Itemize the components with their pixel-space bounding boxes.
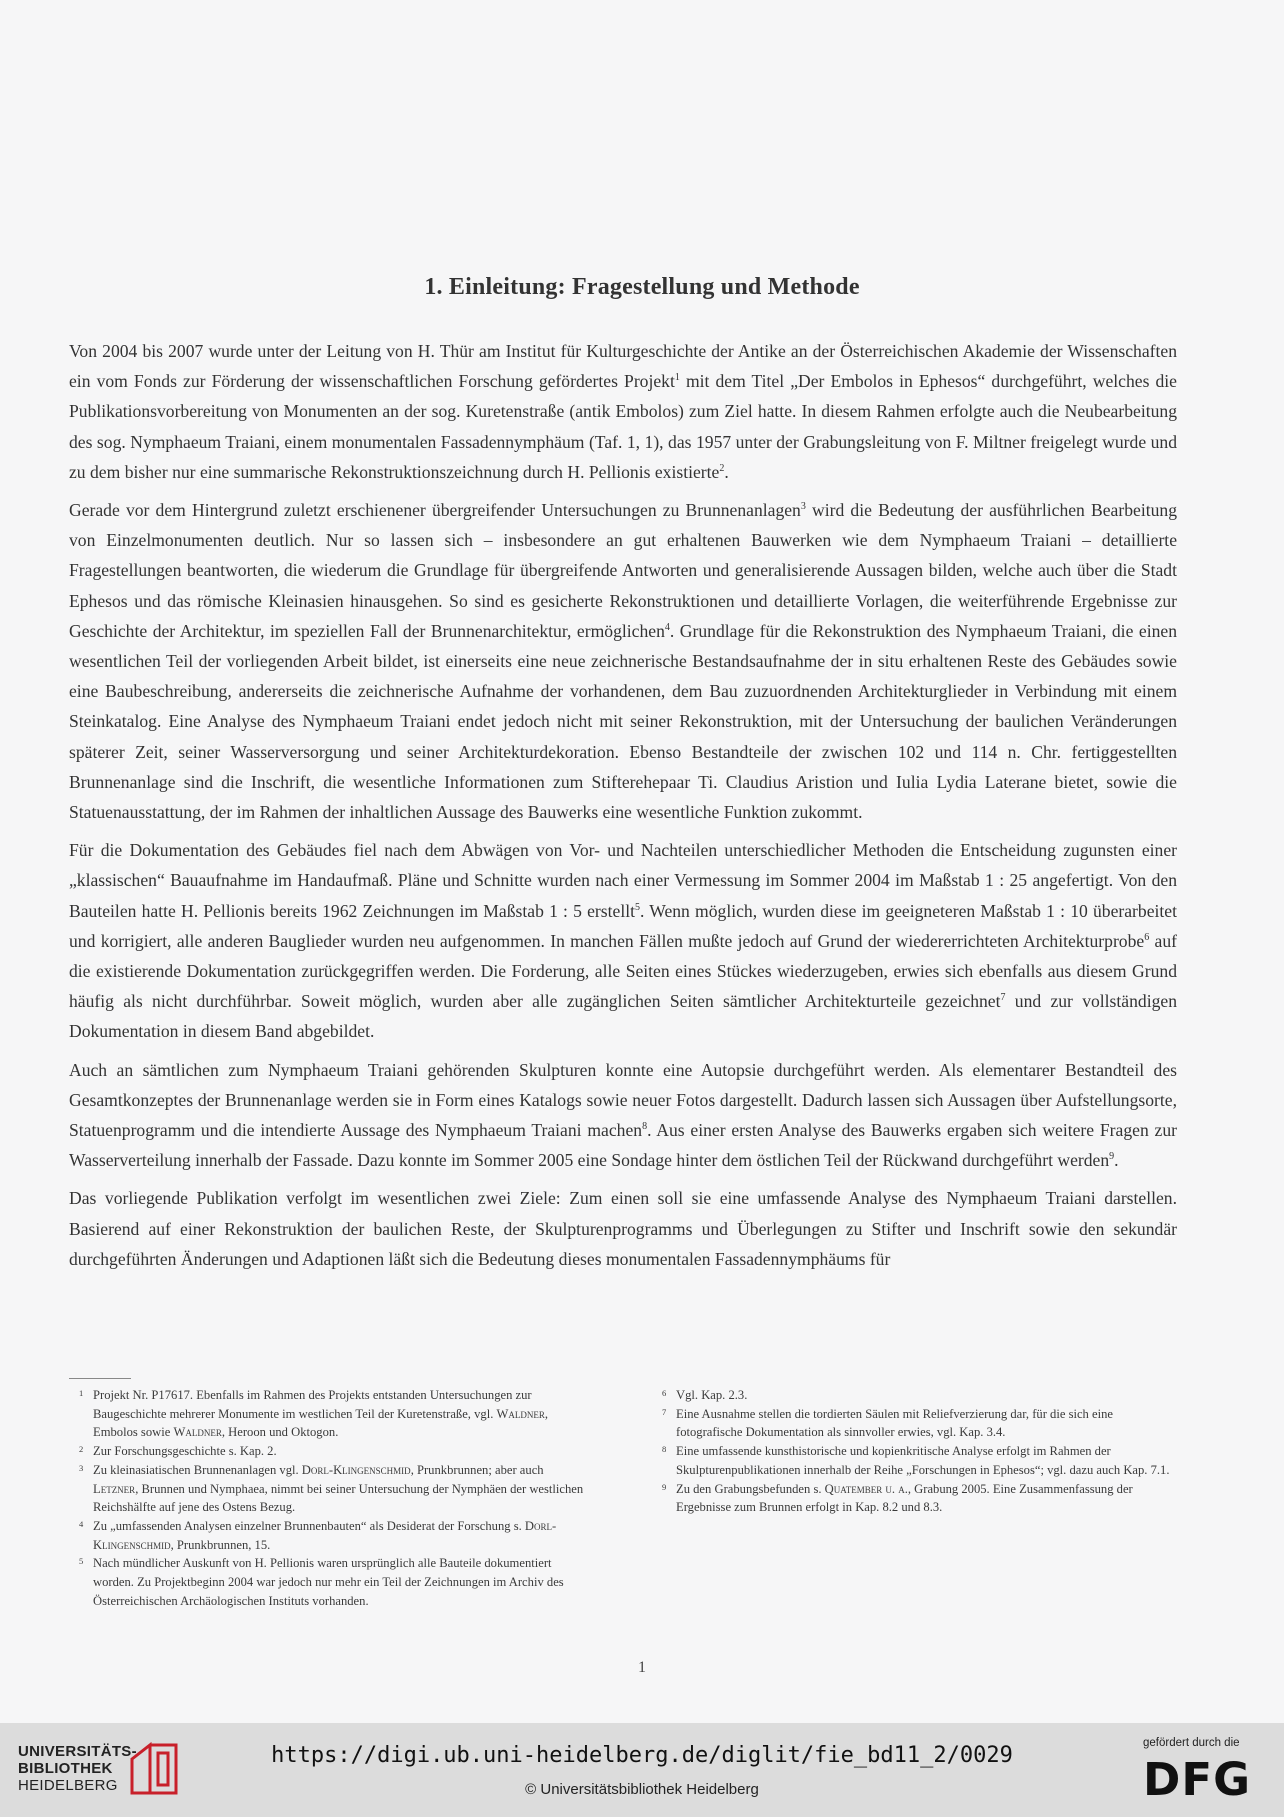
footnote: 4 Zu „umfassenden Analysen einzelner Brunnenbauten“ als Desiderat der Forschung s. Dorl-Klingenschmid, Prunkbrunnen, 15. (69, 1517, 591, 1554)
footnote-ref[interactable]: 4 (664, 621, 670, 633)
library-name-line: BIBLIOTHEK (18, 1760, 113, 1777)
footnote-number: 3 (79, 1462, 84, 1473)
author-name: Quatember u. a. (824, 1481, 908, 1496)
author-name: Letzner (93, 1481, 136, 1496)
footnote: 3 Zu kleinasiatischen Brunnenanlagen vgl. Dorl-Klingenschmid, Prunkbrunnen; aber auch Letzner, Brunnen und Nymphaea, nimmt bei seiner Untersuchung der Nymphäen der westlichen Reichshälfte auf jene des Ostens Bezug. (69, 1461, 591, 1517)
footnote: 8 Eine umfassende kunsthistorische und kopienkritische Analyse erfolgt im Rahmen der Skulpturenpublikationen innerhalb der Reihe „Forschungen in Ephesos“; vgl. dazu auch Kap. 7.1. (652, 1442, 1177, 1479)
footnote-ref[interactable]: 9 (1109, 1151, 1115, 1163)
footnotes-left-column (69, 1386, 591, 1610)
author-name: Dorl-Klingenschmid (93, 1518, 557, 1552)
footnote-number: 1 (79, 1388, 84, 1398)
footnote-number: 9 (662, 1481, 667, 1492)
copyright-text: © Universitätsbibliothek Heidelberg (525, 1781, 759, 1798)
footnote-number: 7 (662, 1406, 667, 1417)
paragraph: Von 2004 bis 2007 wurde unter der Leitung von H. Thür am Institut für Kulturgeschichte der Antike an der Österreichischen Akademie der Wissenschaften ein vom Fonds zur Förderung der wissenschaftlichen Forschung gefördertes Projekt$^1$ mit dem Titel „Der Embolos in Ephesos“ durchgeführt, welches die Publikationsvorbereitung von Monumenten an der sog. Kuretenstraße (antik Embolos) zum Ziel hatte. In diesem Rahmen erfolgte auch die Neubearbeitung des sog. Nymphaeum Traiani, einem monumentalen Fassadennymphäum (Taf. 1, 1), das 1957 unter der Grabungsleitung von F. Miltner freigelegt wurde und zu dem bisher nur eine summarische Rekonstruktionszeichnung durch H. Pellionis existierte$^2$. (69, 341, 1177, 482)
footer-bar (0, 1723, 1284, 1817)
footnote: 2 Zur Forschungsgeschichte s. Kap. 2. (69, 1442, 591, 1461)
dfg-label: gefördert durch die (1143, 1737, 1240, 1749)
page-title: 1. Einleitung: Fragestellung und Methode (424, 274, 860, 300)
body-text (69, 336, 1177, 1282)
footnote-ref[interactable]: 8 (642, 1121, 648, 1133)
footnote-ref[interactable]: 3 (800, 501, 806, 513)
footnote-ref[interactable]: 5 (634, 901, 640, 913)
paragraph: Auch an sämtlichen zum Nymphaeum Traiani gehörenden Skulpturen konnte eine Autopsie durchgeführt werden. Als elementarer Bestandteil des Gesamtkonzeptes der Brunnenanlage werden sie in Form eines Katalogs sowie neuer Fotos dargestellt. Dadurch lassen sich Aussagen über Aufstellungsorte, Statuenprogramm und die intendierte Aussage des Nymphaeum Traiani machen$^8$. Aus einer ersten Analyse des Bauwerks ergaben sich weitere Fragen zur Wasserverteilung innerhalb der Fassade. Dazu konnte im Sommer 2005 eine Sondage hinter dem östlichen Teil der Rückwand durchgeführt werden$^9$. (69, 1059, 1178, 1171)
library-name-line: UNIVERSITÄTS- (18, 1743, 137, 1760)
footnote-number: 4 (79, 1518, 84, 1529)
footnote-number: 5 (79, 1556, 84, 1567)
paragraph: Das vorliegende Publikation verfolgt im wesentlichen zwei Ziele: Zum einen soll sie eine umfassende Analyse des Nymphaeum Traiani darstellen. Basierend auf einer Rekonstruktion der baulichen Reste, der Skulpturenprogramms und Überlegungen zu Stifter und Inschrift sowie den sekundär durchgeführten Änderungen und Adaptionen läßt sich die Bedeutung dieses monumentalen Fassadennymphäums für (69, 1188, 1177, 1269)
footnote: 9 Zu den Grabungsbefunden s. Quatember u. a., Grabung 2005. Eine Zusammenfassung der Ergebnisse zum Brunnen erfolgt in Kap. 8.2 und 8.3. (652, 1480, 1177, 1517)
author-name: Waldner (173, 1425, 222, 1440)
footnote: 7 Eine Ausnahme stellen die tordierten Säulen mit Reliefverzierung dar, für die sich eine fotografische Dokumentation als sinnvoller erwies, vgl. Kap. 3.4. (652, 1405, 1177, 1442)
footnote-ref[interactable]: 1 (674, 372, 680, 384)
permalink-url[interactable]: https://digi.ub.uni-heidelberg.de/diglit/fie_bd11_2/0029 (271, 1743, 1013, 1768)
paragraph: Für die Dokumentation des Gebäudes fiel nach dem Abwägen von Vor- und Nachteilen unterschiedlicher Methoden die Entscheidung zugunsten einer „klassischen“ Bauaufnahme im Handaufmaß. Pläne und Schnitte wurden nach einer Vermessung im Sommer 2004 im Maßstab 1 : 25 angefertigt. Von den Bauteilen hatte H. Pellionis bereits 1962 Zeichnungen im Maßstab 1 : 5 erstellt$^5$. Wenn möglich, wurden diese im geeigneteren Maßstab 1 : 10 überarbeitet und korrigiert, alle anderen Bauglieder wurden neu aufgenommen. In manchen Fällen mußte jedoch auf Grund der wiedererrichteten Architekturprobe$^6$ auf die existierende Dokumentation zurückgegriffen werden. Die Forderung, alle Seiten eines Stückes wiederzugeben, erwies sich ebenfalls aus diesem Grund häufig als nicht durchführbar. Soweit möglich, wurden aber alle zugänglichen Seiten sämtlicher Architekturteile gezeichnet$^7$ und zur vollständigen Dokumentation in diesem Band abgebildet. (69, 840, 1177, 1042)
footnote-separator (69, 1378, 131, 1379)
library-name-line: HEIDELBERG (18, 1777, 118, 1794)
footnote-number: 6 (662, 1388, 667, 1398)
footnote: 5 Nach mündlicher Auskunft von H. Pellionis waren ursprünglich alle Bauteile dokumentiert worden. Zu Projektbeginn 2004 war jedoch nur mehr ein Teil der Zeichnungen im Archiv des Österreichischen Archäologischen Instituts vorhanden. (69, 1554, 591, 1610)
footnotes-right-column (652, 1386, 1177, 1517)
footnote-ref[interactable]: 2 (719, 462, 725, 474)
author-name: Waldner (496, 1406, 545, 1421)
footnote: 1 Projekt Nr. P17617. Ebenfalls im Rahmen des Projekts entstanden Untersuchungen zur Baugeschichte mehrerer Monumente im westlichen Teil der Kuretenstraße, vgl. Waldner, Embolos sowie Waldner, Heroon und Oktogon. (69, 1386, 591, 1442)
footnote: 6 Vgl. Kap. 2.3. (652, 1386, 1177, 1405)
author-name: Dorl-Klingenschmid (301, 1462, 411, 1477)
footnote-number: 8 (662, 1444, 667, 1455)
footnote-number: 2 (79, 1444, 84, 1455)
dfg-logo[interactable]: DFG (1143, 1753, 1252, 1806)
footnote-ref[interactable]: 7 (1000, 992, 1006, 1004)
footnote-ref[interactable]: 6 (1144, 932, 1150, 943)
page-number: 1 (638, 1659, 646, 1676)
paragraph: Gerade vor dem Hintergrund zuletzt erschienener übergreifender Untersuchungen zu Brunnenanlagen$^3$ wird die Bedeutung der ausführlichen Bearbeitung von Einzelmonumenten deutlich. Nur so lassen sich – insbesondere an gut erhaltenen Bauwerken wie dem Nymphaeum Traiani – detaillierte Fragestellungen beantworten, die wiederum die Grundlage für übergreifende Antworten und generalisierende Aussagen bilden, welche auch über die Stadt Ephesos und das römische Kleinasien hinausgehen. So sind es gesicherte Rekonstruktionen und detaillierte Vorlagen, die weiterführende Ergebnisse zur Geschichte der Architektur, im speziellen Fall der Brunnenarchitektur, ermöglichen$^4$. Grundlage für die Rekonstruktion des Nymphaeum Traiani, die einen wesentlichen Teil der vorliegenden Arbeit bildet, ist einerseits eine neue zeichnerische Bestandsaufnahme der in situ erhaltenen Reste des Gebäudes sowie eine Baubeschreibung, andererseits die zeichnerische Aufnahme der vorhandenen, dem Bau zuzuordnenden Architekturglieder in Verbindung mit einem Steinkatalog. Eine Analyse des Nymphaeum Traiani endet jedoch nicht mit seiner Rekonstruktion, mit der Untersuchung der baulichen Veränderungen späterer Zeit, seiner Wasserversorgung und seiner Architekturdekoration. Ebenso Bestandteile der zwischen 102 und 114 n. Chr. fertiggestellten Brunnenanlage sind die Inschrift, die wesentliche Informationen zum Stifterehepaar Ti. Claudius Aristion und Iulia Lydia Laterane bietet, sowie die Statuenausstattung, der im Rahmen der inhaltlichen Aussage des Bauwerks eine wesentliche Funktion zukommt. (69, 500, 1178, 823)
